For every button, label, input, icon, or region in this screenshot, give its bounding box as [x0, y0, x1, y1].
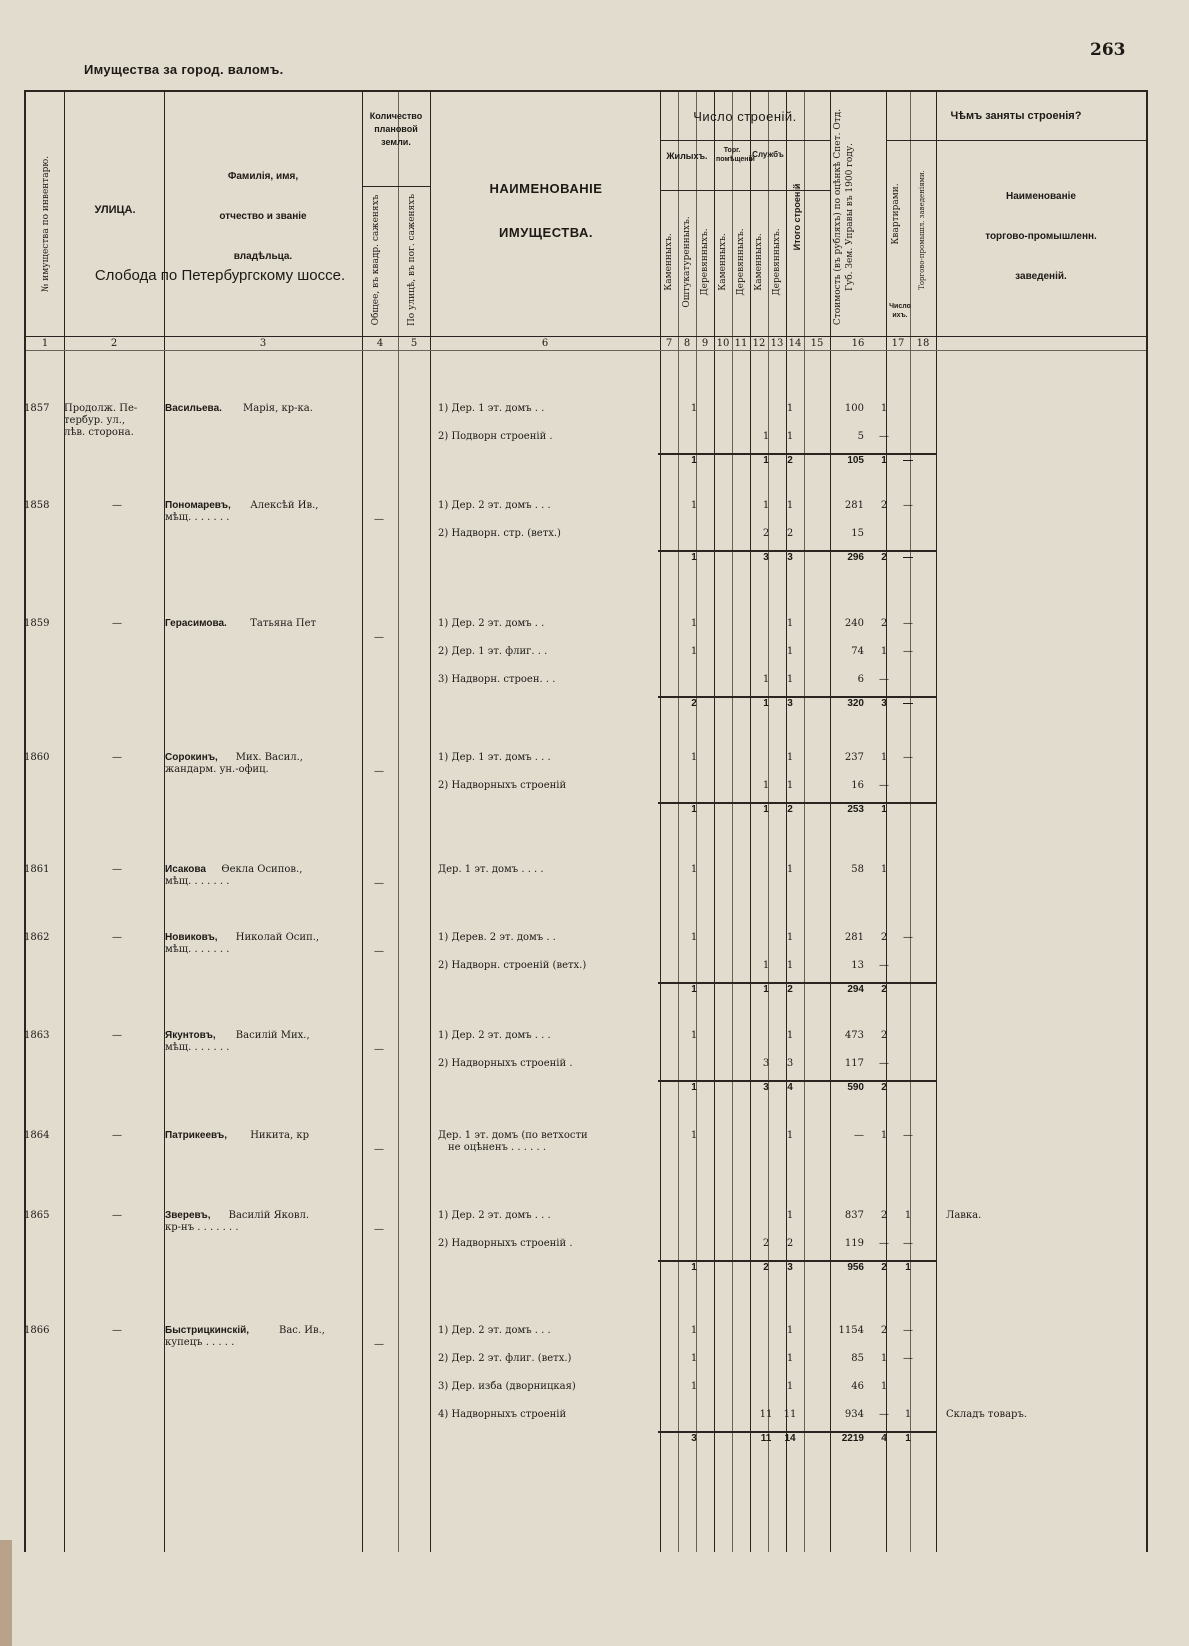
- item-c13: 1: [762, 960, 770, 971]
- item-c15: 74: [851, 646, 864, 657]
- entry-number: 1864: [24, 1130, 50, 1141]
- item-c9: 1: [690, 1325, 698, 1336]
- header-building-count: Число строеній.: [693, 109, 797, 124]
- property-name: 2) Надворныхъ строеній .: [438, 1058, 573, 1069]
- land-dash: —: [374, 632, 384, 643]
- colnum: 1: [41, 338, 49, 349]
- colnum: 8: [683, 338, 691, 349]
- item-c16: —: [879, 1058, 889, 1069]
- land-dash: —: [374, 946, 384, 957]
- owner-name: Вас. Ив.,: [279, 1325, 325, 1336]
- item-c13: 2: [762, 1238, 770, 1249]
- total-c15: 294: [847, 984, 864, 995]
- item-c15: 237: [844, 752, 864, 763]
- owner-name: Мих. Васил.,: [235, 752, 303, 763]
- entry-number: 1857: [24, 403, 50, 414]
- total-c13: 1: [763, 698, 769, 709]
- owner-surname: Быстрицкинскій,: [165, 1325, 250, 1336]
- total-c9: 2: [691, 698, 697, 709]
- entry-number: 1861: [24, 864, 50, 875]
- header-c9: Деревянныхъ.: [700, 228, 710, 296]
- item-c16: 1: [880, 1130, 888, 1141]
- colnum: 16: [851, 338, 865, 349]
- property-name: 1) Дер. 2 эт. домъ . . .: [438, 1325, 551, 1336]
- street: —: [112, 1210, 122, 1221]
- header-name-3: заведеній.: [1015, 271, 1067, 282]
- owner-title: жандарм. ун.-офиц.: [165, 764, 269, 775]
- item-c17: —: [903, 618, 913, 629]
- item-c16: 2: [880, 1030, 888, 1041]
- item-c9: 1: [690, 932, 698, 943]
- item-c14: 1: [786, 932, 794, 943]
- total-c16: 2: [881, 1262, 887, 1273]
- total-c17: 1: [905, 1262, 911, 1273]
- colnum: 7: [665, 338, 673, 349]
- entry-number: 1865: [24, 1210, 50, 1221]
- item-c17: —: [903, 500, 913, 511]
- item-c15: 5: [857, 431, 864, 442]
- col-rule: [768, 92, 769, 1552]
- total-c16: 1: [881, 804, 887, 815]
- item-c14: 2: [786, 528, 794, 539]
- header-land-street: По улицѣ, въ пог. саженяхъ: [407, 193, 417, 327]
- owner-name: Марія, кр-ка.: [243, 403, 313, 414]
- item-c17: —: [903, 1238, 913, 1249]
- owner-name: Василій Яковл.: [228, 1210, 310, 1221]
- item-c14: 1: [786, 1130, 794, 1141]
- land-dash: —: [374, 766, 384, 777]
- owner-title: мѣщ. . . . . . .: [165, 1042, 230, 1053]
- total-c16: 1: [881, 455, 887, 466]
- total-c16: 2: [881, 1082, 887, 1093]
- total-c9: 1: [691, 804, 697, 815]
- header-occupied-by: Чѣмъ заняты строенія?: [950, 110, 1082, 122]
- total-c14: 3: [787, 552, 793, 563]
- total-c9: 1: [691, 984, 697, 995]
- header-owner-1: Фамилія, имя,: [227, 171, 299, 182]
- property-name: 1) Дер. 1 эт. домъ . . .: [438, 752, 551, 763]
- header-inventory-no: № имущества по инвентарю.: [41, 155, 51, 293]
- owner-surname: Новиковъ,: [165, 932, 218, 943]
- street: Продолж. Пе-: [64, 403, 138, 414]
- owner-name: Василій Мих.,: [235, 1030, 310, 1041]
- colnum: 12: [752, 338, 766, 349]
- header-total-buildings: Итого строеній: [792, 183, 802, 251]
- header-street: УЛИЦА.: [94, 204, 136, 216]
- total-c15: 2219: [841, 1433, 864, 1444]
- item-c14: 1: [786, 618, 794, 629]
- col-rule: [398, 92, 399, 1552]
- item-c13: 1: [762, 500, 770, 511]
- header-owner-2: отчество и званіе: [219, 211, 307, 222]
- item-c9: 1: [690, 1130, 698, 1141]
- street: —: [112, 932, 122, 943]
- property-name: 3) Дер. изба (дворницкая): [438, 1381, 576, 1392]
- establishment-name: Лавка.: [946, 1210, 982, 1221]
- owner-surname: Якунтовъ,: [165, 1030, 216, 1041]
- property-name: 2) Дер. 1 эт. флиг. . .: [438, 646, 548, 657]
- col-rule: [430, 92, 431, 1552]
- total-c13: 3: [763, 552, 769, 563]
- total-c14: 2: [787, 804, 793, 815]
- land-dash: —: [374, 878, 384, 889]
- total-c17: —: [903, 698, 913, 709]
- property-name: Дер. 1 эт. домъ . . . .: [438, 864, 544, 875]
- header-owner-3: владѣльца.: [233, 251, 293, 262]
- item-c16: 1: [880, 403, 888, 414]
- item-c16: 2: [880, 1210, 888, 1221]
- item-c9: 1: [690, 1030, 698, 1041]
- section-title: Слобода по Петербургскому шоссе.: [94, 267, 346, 284]
- item-c15: 13: [851, 960, 864, 971]
- land-dash: —: [374, 1044, 384, 1055]
- header-rule: [886, 140, 1146, 141]
- owner-name: Алексѣй Ив.,: [250, 500, 319, 511]
- header-value: Стоимость (въ рубляхъ) по оцѣнкѣ Спет. Отд. Губ. Зем. Управы въ 1900 году.: [833, 108, 855, 326]
- street: —: [112, 618, 122, 629]
- page-edge: [0, 1540, 12, 1646]
- item-c14: 2: [786, 1238, 794, 1249]
- total-c17: —: [903, 552, 913, 563]
- owner-title: мѣщ. . . . . . .: [165, 512, 230, 523]
- item-c16: 2: [880, 618, 888, 629]
- property-name: 1) Дер. 2 эт. домъ . . .: [438, 1210, 551, 1221]
- total-c9: 1: [691, 552, 697, 563]
- item-c16: 1: [880, 1353, 888, 1364]
- owner-name: Татьяна Пет: [250, 618, 317, 629]
- item-c14: 1: [786, 780, 794, 791]
- colnum: 4: [376, 338, 384, 349]
- owner-surname: Пономаревъ,: [165, 500, 231, 511]
- item-c13: 3: [762, 1058, 770, 1069]
- colnum: 13: [770, 338, 784, 349]
- item-c13: 1: [762, 431, 770, 442]
- item-c16: —: [879, 674, 889, 685]
- item-c13: 1: [762, 780, 770, 791]
- col-rule: [714, 92, 715, 1552]
- col-rule: [750, 92, 751, 1552]
- item-c17: —: [903, 932, 913, 943]
- colnum: 6: [541, 338, 549, 349]
- colnum: 9: [701, 338, 709, 349]
- colnum: 11: [734, 338, 748, 349]
- item-c14: 1: [786, 864, 794, 875]
- item-c15: 473: [844, 1030, 864, 1041]
- item-c17: 1: [904, 1409, 912, 1420]
- item-c15: 85: [851, 1353, 864, 1364]
- item-c17: —: [903, 1353, 913, 1364]
- item-c14: 1: [786, 674, 794, 685]
- total-c16: 3: [881, 698, 887, 709]
- land-dash: —: [374, 514, 384, 525]
- total-c9: 1: [691, 1262, 697, 1273]
- entry-number: 1866: [24, 1325, 50, 1336]
- item-c14: 3: [786, 1058, 794, 1069]
- colnum: 15: [810, 338, 824, 349]
- item-c16: 1: [880, 864, 888, 875]
- col-rule: [660, 92, 661, 1552]
- owner-title: купецъ . . . . .: [165, 1337, 235, 1348]
- item-c14: 1: [786, 1353, 794, 1364]
- owner-surname: Исакова: [165, 864, 206, 875]
- item-c15: 1154: [838, 1325, 864, 1336]
- colnum: 14: [788, 338, 802, 349]
- total-c15: 105: [847, 455, 864, 466]
- total-c17: 1: [905, 1433, 911, 1444]
- item-c15: 281: [844, 500, 864, 511]
- item-c16: —: [879, 960, 889, 971]
- total-c17: —: [903, 455, 913, 466]
- item-c16: 2: [880, 500, 888, 511]
- total-c13: 1: [763, 984, 769, 995]
- colnum: 17: [891, 338, 905, 349]
- total-c13: 3: [763, 1082, 769, 1093]
- entry-number: 1860: [24, 752, 50, 763]
- item-c16: —: [879, 1238, 889, 1249]
- owner-title: мѣщ. . . . . . .: [165, 944, 230, 955]
- colnum: 10: [716, 338, 730, 349]
- total-c16: 2: [881, 552, 887, 563]
- item-c14: 1: [786, 1030, 794, 1041]
- property-name: 1) Дер. 2 эт. домъ . . .: [438, 500, 551, 511]
- property-name: 1) Дерев. 2 эт. домъ . .: [438, 932, 556, 943]
- entry-number: 1858: [24, 500, 50, 511]
- property-name: 4) Надворныхъ строеній: [438, 1409, 567, 1420]
- owner-surname: Сорокинъ,: [165, 752, 218, 763]
- item-c16: 1: [880, 1381, 888, 1392]
- item-c15: 58: [851, 864, 864, 875]
- item-c9: 1: [690, 646, 698, 657]
- total-c15: 956: [847, 1262, 864, 1273]
- total-c16: 2: [881, 984, 887, 995]
- property-name: 1) Дер. 2 эт. домъ . .: [438, 618, 545, 629]
- item-c15: 6: [857, 674, 864, 685]
- item-c15: 46: [851, 1381, 864, 1392]
- street-2: тербур. ул.,: [64, 415, 126, 426]
- item-c16: —: [879, 1409, 889, 1420]
- header-land: Количество плановой земли.: [369, 111, 423, 147]
- property-name: 1) Дер. 1 эт. домъ . .: [438, 403, 545, 414]
- property-name: 2) Надворн. строеній (ветх.): [438, 960, 587, 971]
- item-c14: 11: [783, 1409, 797, 1420]
- item-c16: —: [879, 431, 889, 442]
- owner-name: Никита, кр: [250, 1130, 309, 1141]
- item-c17: —: [903, 646, 913, 657]
- item-c17: —: [903, 752, 913, 763]
- total-c14: 3: [787, 1262, 793, 1273]
- land-dash: —: [374, 1339, 384, 1350]
- item-c9: 1: [690, 864, 698, 875]
- property-name: 3) Надворн. строен. . .: [438, 674, 556, 685]
- item-c16: 2: [880, 1325, 888, 1336]
- item-c14: 1: [786, 960, 794, 971]
- header-c12: Каменныхъ.: [754, 233, 764, 291]
- header-c8: Оштукатуренныхъ.: [682, 216, 692, 308]
- header-c11: Деревянныхъ.: [736, 228, 746, 296]
- entry-number: 1863: [24, 1030, 50, 1041]
- total-c14: 2: [787, 984, 793, 995]
- item-c9: 1: [690, 752, 698, 763]
- item-c14: 1: [786, 431, 794, 442]
- owner-title: мѣщ. . . . . . .: [165, 876, 230, 887]
- item-c9: 1: [690, 1353, 698, 1364]
- item-c14: 1: [786, 1381, 794, 1392]
- total-c14: 3: [787, 698, 793, 709]
- item-c13: 11: [759, 1409, 773, 1420]
- header-land-total: Общее, въ квадр. саженяхъ: [371, 194, 381, 326]
- item-c14: 1: [786, 1210, 794, 1221]
- col-rule: [362, 92, 363, 1552]
- property-name: 2) Дер. 2 эт. флиг. (ветх.): [438, 1353, 572, 1364]
- item-c14: 1: [786, 403, 794, 414]
- owner-name: Өекла Осипов.,: [221, 864, 303, 875]
- total-c15: 320: [847, 698, 864, 709]
- street: —: [112, 752, 122, 763]
- total-c9: 1: [691, 1082, 697, 1093]
- colnum: 5: [410, 338, 418, 349]
- entry-number: 1859: [24, 618, 50, 629]
- total-c14: 14: [784, 1433, 796, 1444]
- property-name: 2) Надворныхъ строеній: [438, 780, 567, 791]
- header-rule: [660, 190, 830, 191]
- street: —: [112, 1130, 122, 1141]
- header-apartments-count: Число ихъ.: [889, 303, 911, 319]
- item-c15: 15: [851, 528, 864, 539]
- header-c7: Каменныхъ.: [664, 233, 674, 291]
- land-dash: —: [374, 1224, 384, 1235]
- colnum: 2: [110, 338, 118, 349]
- item-c15: 837: [844, 1210, 864, 1221]
- total-c14: 2: [787, 455, 793, 466]
- total-c9: 1: [691, 455, 697, 466]
- page-number: 263: [1090, 40, 1126, 60]
- item-c9: 1: [690, 618, 698, 629]
- owner-title: кр-нъ . . . . . . .: [165, 1222, 239, 1233]
- col-rule: [64, 92, 65, 1552]
- item-c15: 117: [844, 1058, 864, 1069]
- item-c16: —: [879, 780, 889, 791]
- header-trade: Торг. помѣщеній: [716, 147, 755, 163]
- item-c15: 100: [844, 403, 864, 414]
- item-c9: 1: [690, 1381, 698, 1392]
- colnum-rule: [26, 350, 1146, 351]
- header-name-2: торгово-промышленн.: [985, 231, 1097, 242]
- col-rule: [936, 92, 937, 1552]
- header-bottom-rule: [26, 336, 1146, 337]
- header-c13: Деревянныхъ.: [772, 228, 782, 296]
- item-c9: 1: [690, 500, 698, 511]
- col-rule: [804, 92, 805, 1552]
- header-name-1: Наименованіе: [1006, 191, 1076, 202]
- owner-surname: Васильева.: [165, 403, 222, 414]
- item-c17: 1: [904, 1210, 912, 1221]
- header-c10: Каменныхъ.: [718, 233, 728, 291]
- item-c15: —: [854, 1130, 864, 1141]
- total-c13: 11: [760, 1433, 772, 1444]
- owner-surname: Герасимова.: [165, 618, 227, 629]
- street: —: [112, 1325, 122, 1336]
- land-dash: —: [374, 1144, 384, 1155]
- street: —: [112, 864, 122, 875]
- header-property-2: ИМУЩЕСТВА.: [499, 225, 593, 240]
- item-c17: —: [903, 1325, 913, 1336]
- header-apartments: Квартирами.: [891, 183, 901, 245]
- item-c13: 2: [762, 528, 770, 539]
- item-c16: 1: [880, 646, 888, 657]
- total-c9: 3: [691, 1433, 697, 1444]
- header-trade-establishments: Торгово-промышл. заведеніями.: [918, 170, 926, 290]
- total-c13: 1: [763, 804, 769, 815]
- total-c15: 590: [847, 1082, 864, 1093]
- item-c9: 1: [690, 403, 698, 414]
- item-c15: 281: [844, 932, 864, 943]
- owner-name: Николай Осип.,: [235, 932, 320, 943]
- total-c14: 4: [787, 1082, 793, 1093]
- establishment-name: Складъ товаръ.: [946, 1409, 1028, 1420]
- item-c15: 119: [844, 1238, 864, 1249]
- total-c13: 2: [763, 1262, 769, 1273]
- item-c15: 16: [851, 780, 864, 791]
- item-c14: 1: [786, 752, 794, 763]
- total-c13: 1: [763, 455, 769, 466]
- header-property-1: НАИМЕНОВАНІЕ: [489, 181, 603, 196]
- header-rule: [362, 186, 430, 187]
- header-services: Службъ: [752, 150, 784, 159]
- property-name: 1) Дер. 2 эт. домъ . . .: [438, 1030, 551, 1041]
- total-c15: 296: [847, 552, 864, 563]
- running-title: Имущества за город. валомъ.: [84, 62, 284, 77]
- item-c14: 1: [786, 1325, 794, 1336]
- property-name: 2) Надворн. стр. (ветх.): [438, 528, 561, 539]
- item-c17: —: [903, 1130, 913, 1141]
- owner-surname: Патрикеевъ,: [165, 1130, 227, 1141]
- total-c16: 4: [881, 1433, 887, 1444]
- header-residential: Жилыхъ.: [666, 151, 708, 161]
- item-c16: 2: [880, 932, 888, 943]
- item-c13: 1: [762, 674, 770, 685]
- col-rule: [678, 92, 679, 1552]
- colnum: 3: [259, 338, 267, 349]
- owner-surname: Зверевъ,: [165, 1210, 211, 1221]
- property-name-2: не оцѣненъ . . . . . .: [448, 1142, 546, 1153]
- item-c16: 1: [880, 752, 888, 763]
- col-rule: [732, 92, 733, 1552]
- entry-number: 1862: [24, 932, 50, 943]
- item-c15: 240: [844, 618, 864, 629]
- item-c14: 1: [786, 646, 794, 657]
- colnum: 18: [916, 338, 930, 349]
- property-name: 2) Надворныхъ строеній .: [438, 1238, 573, 1249]
- property-name: 2) Подворн строеній .: [438, 431, 553, 442]
- total-c15: 253: [847, 804, 864, 815]
- street: —: [112, 1030, 122, 1041]
- header-rule: [660, 140, 830, 141]
- item-c15: 934: [844, 1409, 864, 1420]
- property-name: Дер. 1 эт. домъ (по ветхости: [438, 1130, 588, 1141]
- street-3: лѣв. сторона.: [64, 427, 134, 438]
- item-c14: 1: [786, 500, 794, 511]
- street: —: [112, 500, 122, 511]
